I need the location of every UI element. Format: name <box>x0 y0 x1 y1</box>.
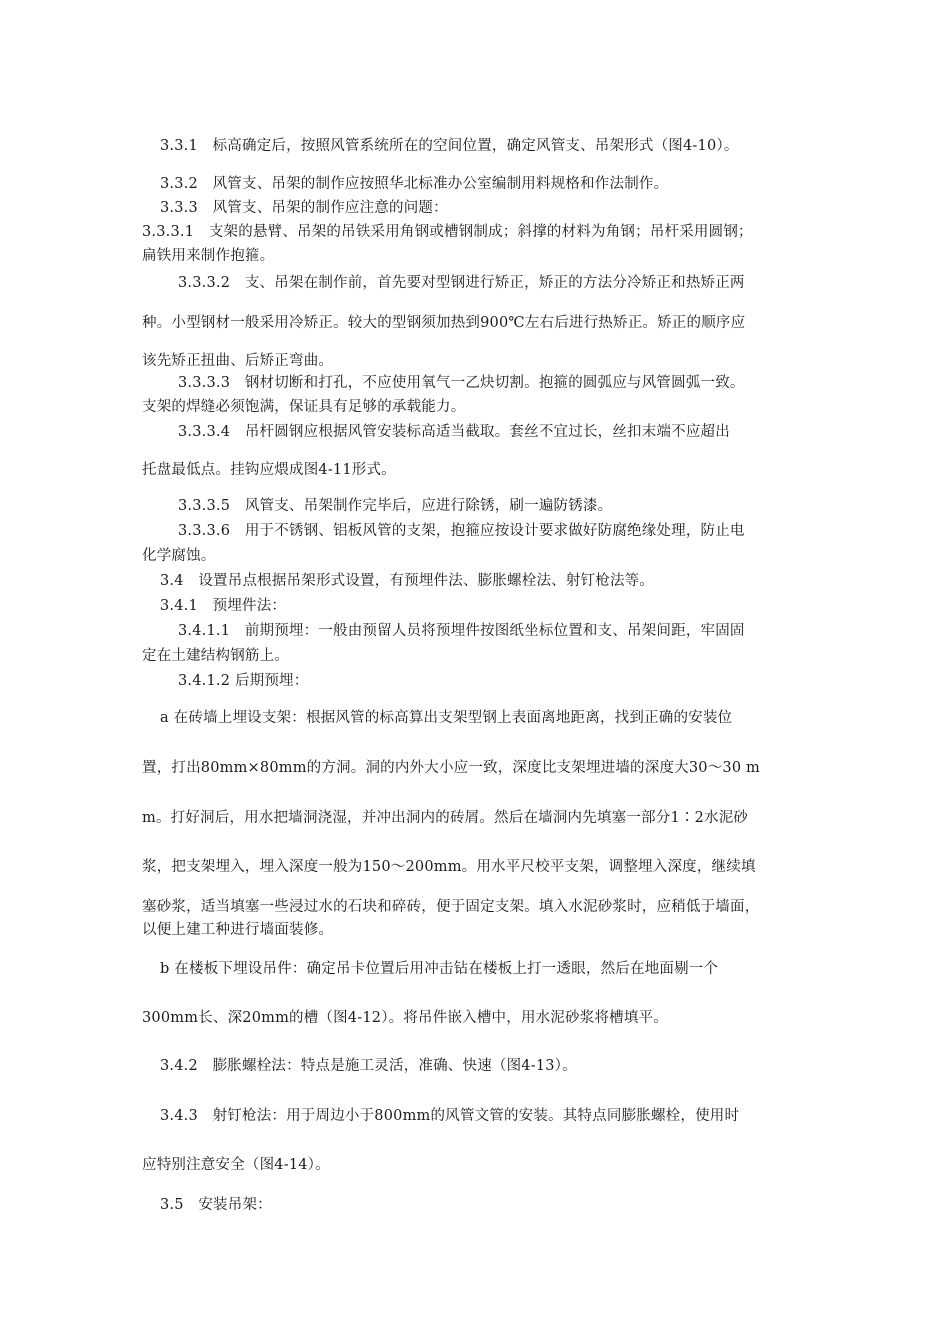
para-a-line2: 置，打出80mm×80mm的方洞。洞的内外大小应一致，深度比支架埋进墙的深度大30～30 m <box>142 760 761 776</box>
para-a-line6: 以便上建工种进行墙面装修。 <box>142 922 334 938</box>
para-a-line3: m。打好洞后，用水把墙洞浇湿，并冲出洞内的砖屑。然后在墙洞内先填塞一部分1∶2水泥砂 <box>142 810 749 826</box>
para-3-4-1: 3.4.1 预埋件法： <box>160 598 287 614</box>
para-3-3-3-2-line1: 3.3.3.2 支、吊架在制作前，首先要对型钢进行矫正，矫正的方法分冷矫正和热矫正两 <box>178 275 745 291</box>
para-b-line1: b 在楼板下埋设吊件：确定吊卡位置后用冲击钻在楼板上打一透眼，然后在地面剔一个 <box>160 961 719 977</box>
para-3-3-3-2-line3: 该先矫正扭曲、后矫正弯曲。 <box>142 353 334 369</box>
para-3-3-3-4-line1: 3.3.3.4 吊杆圆钢应根据风管安装标高适当截取。套丝不宜过长，丝扣末端不应超出 <box>178 424 730 440</box>
para-3-3-3-2-line2: 种。小型钢材一般采用冷矫正。较大的型钢须加热到900℃左右后进行热矫正。矫正的顺序应 <box>142 315 746 331</box>
para-3-3-1: 3.3.1 标高确定后，按照风管系统所在的空间位置，确定风管支、吊架形式（图4-10）。 <box>160 138 739 154</box>
para-3-3-3: 3.3.3 风管支、吊架的制作应注意的问题： <box>160 200 448 216</box>
para-a-line5: 塞砂浆，适当填塞一些浸过水的石块和碎砖，便于固定支架。填入水泥砂浆时，应稍低于墙面， <box>142 899 760 915</box>
para-3-3-3-6-line2: 化学腐蚀。 <box>142 548 216 564</box>
para-3-4: 3.4 设置吊点根据吊架形式设置，有预埋件法、膨胀螺栓法、射钉枪法等。 <box>160 573 655 589</box>
para-3-4-1-2: 3.4.1.2 后期预埋： <box>178 673 309 689</box>
para-3-4-1-1-line2: 定在土建结构钢筋上。 <box>142 648 289 664</box>
para-3-3-3-1-line1: 3.3.3.1 支架的悬臂、吊架的吊铁采用角钢或槽钢制成；斜撑的材料为角钢；吊杆采用圆钢； <box>142 224 753 240</box>
para-3-5: 3.5 安装吊架： <box>160 1197 272 1213</box>
para-3-3-3-1-line2: 扁铁用来制作抱箍。 <box>142 248 275 264</box>
para-3-4-2: 3.4.2 膨胀螺栓法：特点是施工灵活，准确、快速（图4-13）。 <box>160 1058 577 1074</box>
para-3-3-3-5: 3.3.3.5 风管支、吊架制作完毕后，应进行除锈，刷一遍防锈漆。 <box>178 498 613 514</box>
para-3-4-3-line2: 应特别注意安全（图4-14）。 <box>142 1157 330 1173</box>
para-a-line4: 浆，把支架埋入，埋入深度一般为150～200mm。用水平尺校平支架，调整埋入深度，继续填 <box>142 859 756 875</box>
para-3-3-3-3-line2: 支架的焊缝必须饱满，保证具有足够的承载能力。 <box>142 399 466 415</box>
para-b-line2: 300mm长、深20mm的槽（图4-12）。将吊件嵌入槽中，用水泥砂浆将槽填平。 <box>142 1010 668 1026</box>
para-3-4-1-1-line1: 3.4.1.1 前期预埋：一般由预留人员将预埋件按图纸坐标位置和支、吊架间距，牢固固 <box>178 623 745 639</box>
para-3-3-3-3-line1: 3.3.3.3 钢材切断和打孔，不应使用氧气一乙炔切割。抱箍的圆弧应与风管圆弧一致。 <box>178 375 745 391</box>
para-3-3-3-4-line2: 托盘最低点。挂钩应煨成图4-11形式。 <box>142 462 396 478</box>
para-3-3-2: 3.3.2 风管支、吊架的制作应按照华北标准办公室编制用料规格和作法制作。 <box>160 176 669 192</box>
para-3-4-3-line1: 3.4.3 射钉枪法：用于周边小于800mm的风管文管的安装。其特点同膨胀螺栓，使用时 <box>160 1108 740 1124</box>
para-3-3-3-6-line1: 3.3.3.6 用于不锈钢、铝板风管的支架，抱箍应按设计要求做好防腐绝缘处理，防止电 <box>178 523 745 539</box>
para-a-line1: a 在砖墙上埋设支架：根据风管的标高算出支架型钢上表面离地距离，找到正确的安装位 <box>160 710 733 726</box>
